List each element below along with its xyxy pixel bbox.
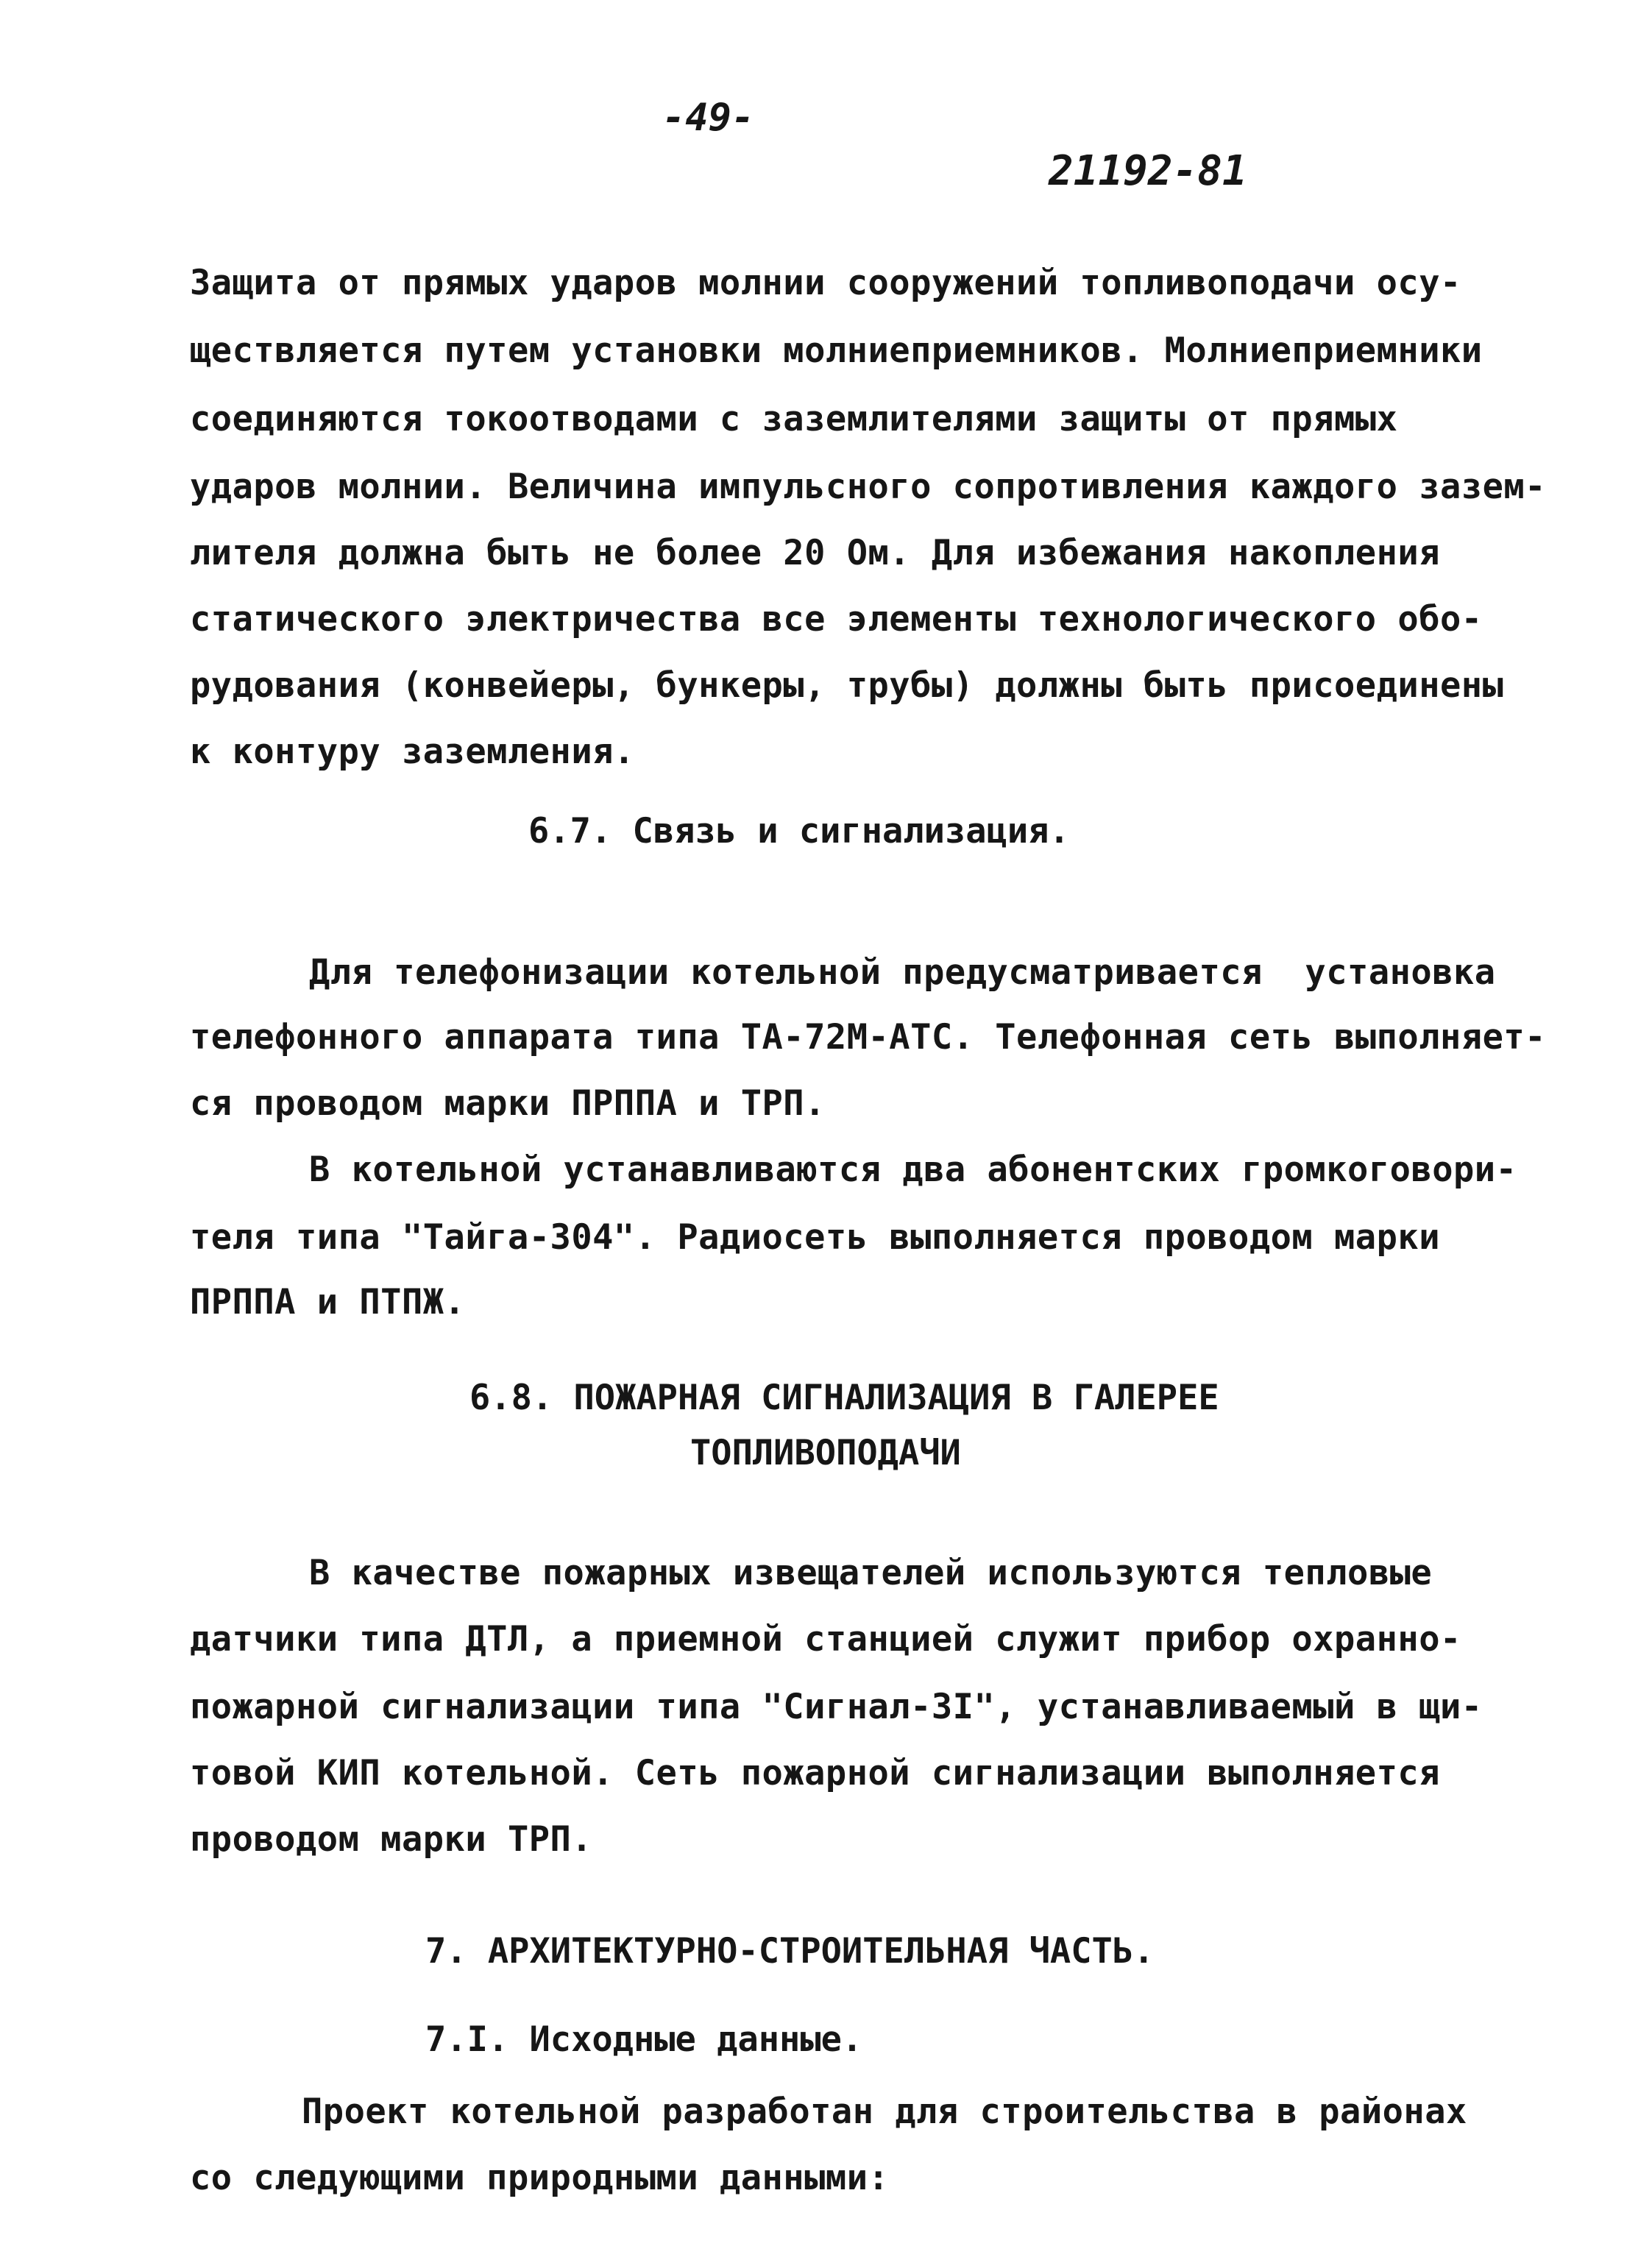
text-line: ществляется путем установки молниеприемников. Молниеприемники [190,330,1483,371]
text-line: ся проводом марки ПРППА и ТРП. [190,1083,826,1124]
section-heading-7-1: 7.I. Исходные данные. [425,2019,863,2060]
text-line: Для телефонизации котельной предусматривается установка [309,952,1496,993]
text-line: со следующими природными данными: [190,2158,890,2198]
text-line: В котельной устанавливаются два абонентских громкоговори- [309,1150,1517,1190]
document-number: 21192-81 [1049,147,1247,195]
text-line: товой КИП котельной. Сеть пожарной сигнализации выполняется [190,1753,1440,1793]
text-line: проводом марки ТРП. [190,1819,593,1860]
text-line: рудования (конвейеры, бункеры, трубы) должны быть присоединены [190,665,1504,706]
text-line: телефонного аппарата типа ТА-72М-АТС. Телефонная сеть выполняет- [190,1017,1546,1058]
text-line: лителя должна быть не более 20 Ом. Для избежания накопления [190,533,1440,573]
text-line: В качестве пожарных извещателей используются тепловые [309,1553,1433,1593]
text-line: ПРППА и ПТПЖ. [190,1282,466,1322]
page-number: -49- [662,96,755,140]
section-heading-6-8-line-2: ТОПЛИВОПОДАЧИ [690,1433,961,1473]
text-line: пожарной сигнализации типа "Сигнал-3I", устанавливаемый в щи- [190,1687,1483,1727]
section-heading-7: 7. АРХИТЕКТУРНО-СТРОИТЕЛЬНАЯ ЧАСТЬ. [425,1931,1155,1972]
text-line: статического электричества все элементы технологического обо- [190,599,1483,640]
text-line: ударов молнии. Величина импульсного сопротивления каждого зазем- [190,467,1546,507]
text-line: теля типа "Тайга-304". Радиосеть выполняется проводом марки [190,1217,1440,1258]
section-heading-6-8-line-1: 6.8. ПОЖАРНАЯ СИГНАЛИЗАЦИЯ В ГАЛЕРЕЕ [469,1378,1219,1418]
section-heading-6-7: 6.7. Связь и сигнализация. [528,811,1070,851]
text-line: к контуру заземления. [190,732,635,772]
text-line: соединяются токоотводами с заземлителями защиты от прямых [190,399,1398,439]
text-line: Защита от прямых ударов молнии сооружений топливоподачи осу- [190,263,1461,303]
text-line: датчики типа ДТЛ, а приемной станцией служит прибор охранно- [190,1619,1461,1659]
text-line: Проект котельной разработан для строительства в районах [302,2091,1467,2132]
